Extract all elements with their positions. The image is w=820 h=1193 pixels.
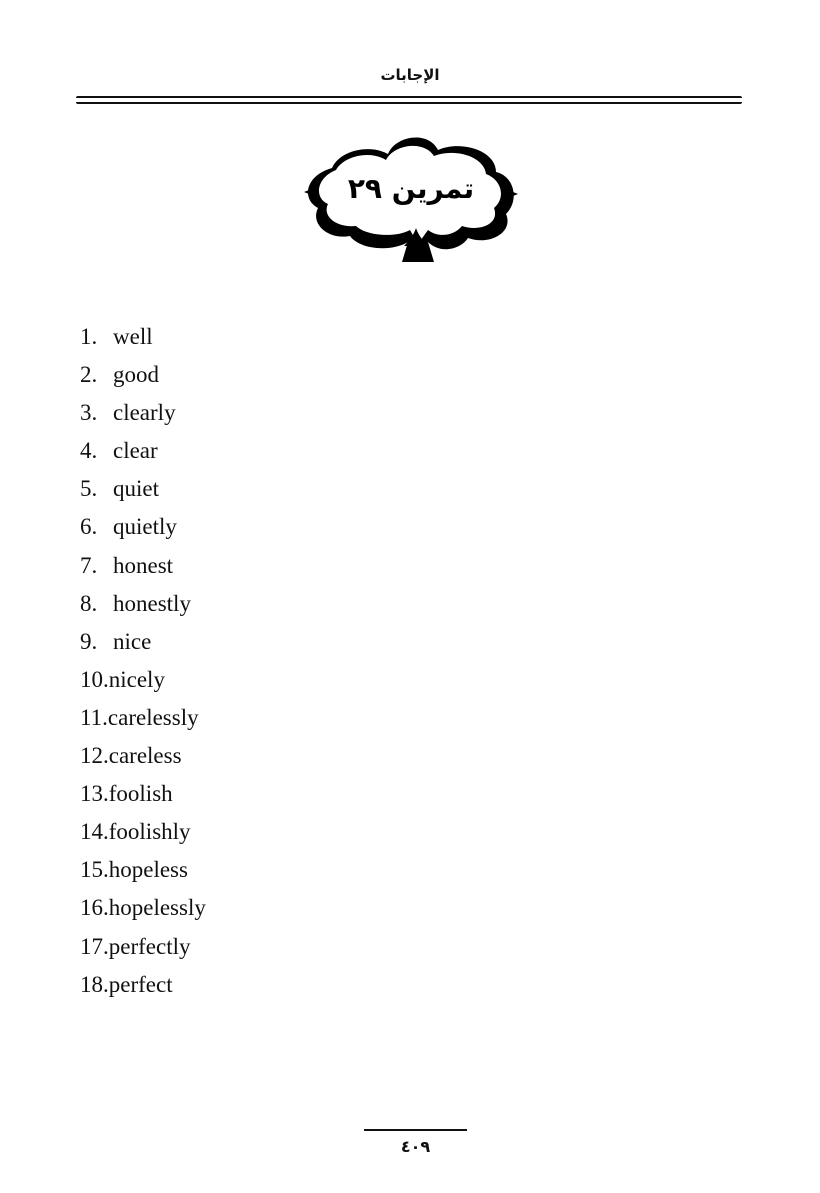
answer-item — [80, 508, 206, 546]
answer-item — [80, 547, 206, 585]
answer-item — [80, 661, 206, 699]
answer-number: 6. — [80, 514, 98, 540]
answer-item — [80, 813, 206, 851]
answer-word: careless — [108, 743, 182, 769]
answer-item — [80, 775, 206, 813]
answer-list — [80, 318, 206, 1004]
answer-number: 12. — [80, 743, 109, 769]
answer-item — [80, 851, 206, 889]
answer-item — [80, 966, 206, 1004]
answer-word: clear — [113, 438, 158, 464]
answer-word: hopelessly — [108, 895, 206, 921]
answer-number: 18. — [80, 971, 109, 997]
header-rule — [76, 96, 742, 104]
answer-word: perfectly — [108, 933, 191, 959]
page-number: ٤٠٩ — [400, 1137, 431, 1156]
answer-item — [80, 585, 206, 623]
answer-item — [80, 699, 206, 737]
answer-item — [80, 318, 206, 356]
answer-number: 1. — [80, 324, 98, 349]
answer-item — [80, 394, 206, 432]
answer-number: 11. — [80, 704, 108, 730]
answer-word: foolishly — [108, 819, 191, 845]
answer-number: 8. — [80, 590, 98, 616]
answer-number: 15. — [80, 857, 109, 883]
answer-word: foolish — [108, 781, 173, 807]
answer-word: perfect — [108, 971, 173, 997]
exercise-badge — [300, 128, 522, 268]
answer-number: 13. — [80, 781, 109, 807]
answer-word: good — [113, 362, 159, 388]
exercise-title: تمرين ٢٩ — [347, 172, 475, 205]
answer-word: carelessly — [107, 704, 199, 730]
answer-number: 2. — [80, 362, 98, 388]
answer-word: nice — [113, 628, 152, 654]
answer-word: quiet — [113, 476, 159, 502]
answer-item — [80, 623, 206, 661]
answer-item — [80, 470, 206, 508]
answer-word: quietly — [113, 514, 177, 540]
answer-word: hopeless — [108, 857, 188, 883]
answer-number: 3. — [80, 400, 98, 426]
answer-item — [80, 356, 206, 394]
answer-number: 9. — [80, 628, 98, 654]
answer-item — [80, 928, 206, 966]
answer-number: 10. — [80, 666, 109, 692]
answer-item — [80, 889, 206, 927]
answer-word: honestly — [113, 590, 191, 616]
answer-word: nicely — [108, 666, 165, 692]
answer-number: 17. — [80, 933, 109, 959]
running-header: الإجابات — [380, 66, 440, 84]
answer-number: 4. — [80, 438, 98, 464]
answer-number: 14. — [80, 819, 109, 845]
answer-word: honest — [113, 552, 174, 578]
answer-number: 7. — [80, 552, 98, 578]
answer-number: 5. — [80, 476, 98, 502]
answer-item — [80, 432, 206, 470]
answer-word: clearly — [113, 400, 176, 426]
footer-rule — [364, 1129, 467, 1131]
answer-item — [80, 737, 206, 775]
answer-word: well — [113, 324, 153, 349]
answer-number: 16. — [80, 895, 109, 921]
